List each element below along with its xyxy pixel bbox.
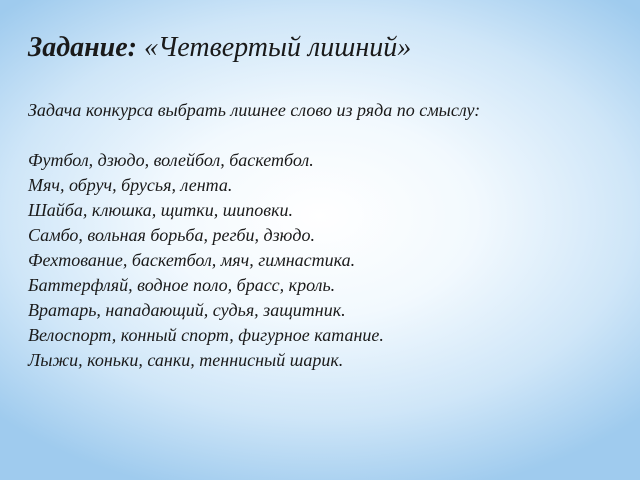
- word-row: Велоспорт, конный спорт, фигурное катание.: [28, 325, 384, 345]
- word-row: Баттерфляй, водное поло, брасс, кроль.: [28, 275, 336, 295]
- slide-title: [28, 28, 411, 68]
- task-description: Задача конкурса выбрать лишнее слово из ряда по смыслу:: [28, 100, 481, 120]
- word-row: Мяч, обруч, брусья, лента.: [28, 175, 233, 195]
- title-name: «Четвертый лишний»: [144, 32, 412, 63]
- word-row: Шайба, клюшка, щитки, шиповки.: [28, 200, 294, 220]
- word-rows-list: [28, 148, 384, 373]
- word-row: Вратарь, нападающий, судья, защитник.: [28, 300, 346, 320]
- word-row: Лыжи, коньки, санки, теннисный шарик.: [28, 350, 344, 370]
- word-row: Самбо, вольная борьба, регби, дзюдо.: [28, 225, 315, 245]
- title-label: Задание:: [28, 32, 138, 63]
- word-row: Футбол, дзюдо, волейбол, баскетбол.: [28, 150, 314, 170]
- word-row: Фехтование, баскетбол, мяч, гимнастика.: [28, 250, 356, 270]
